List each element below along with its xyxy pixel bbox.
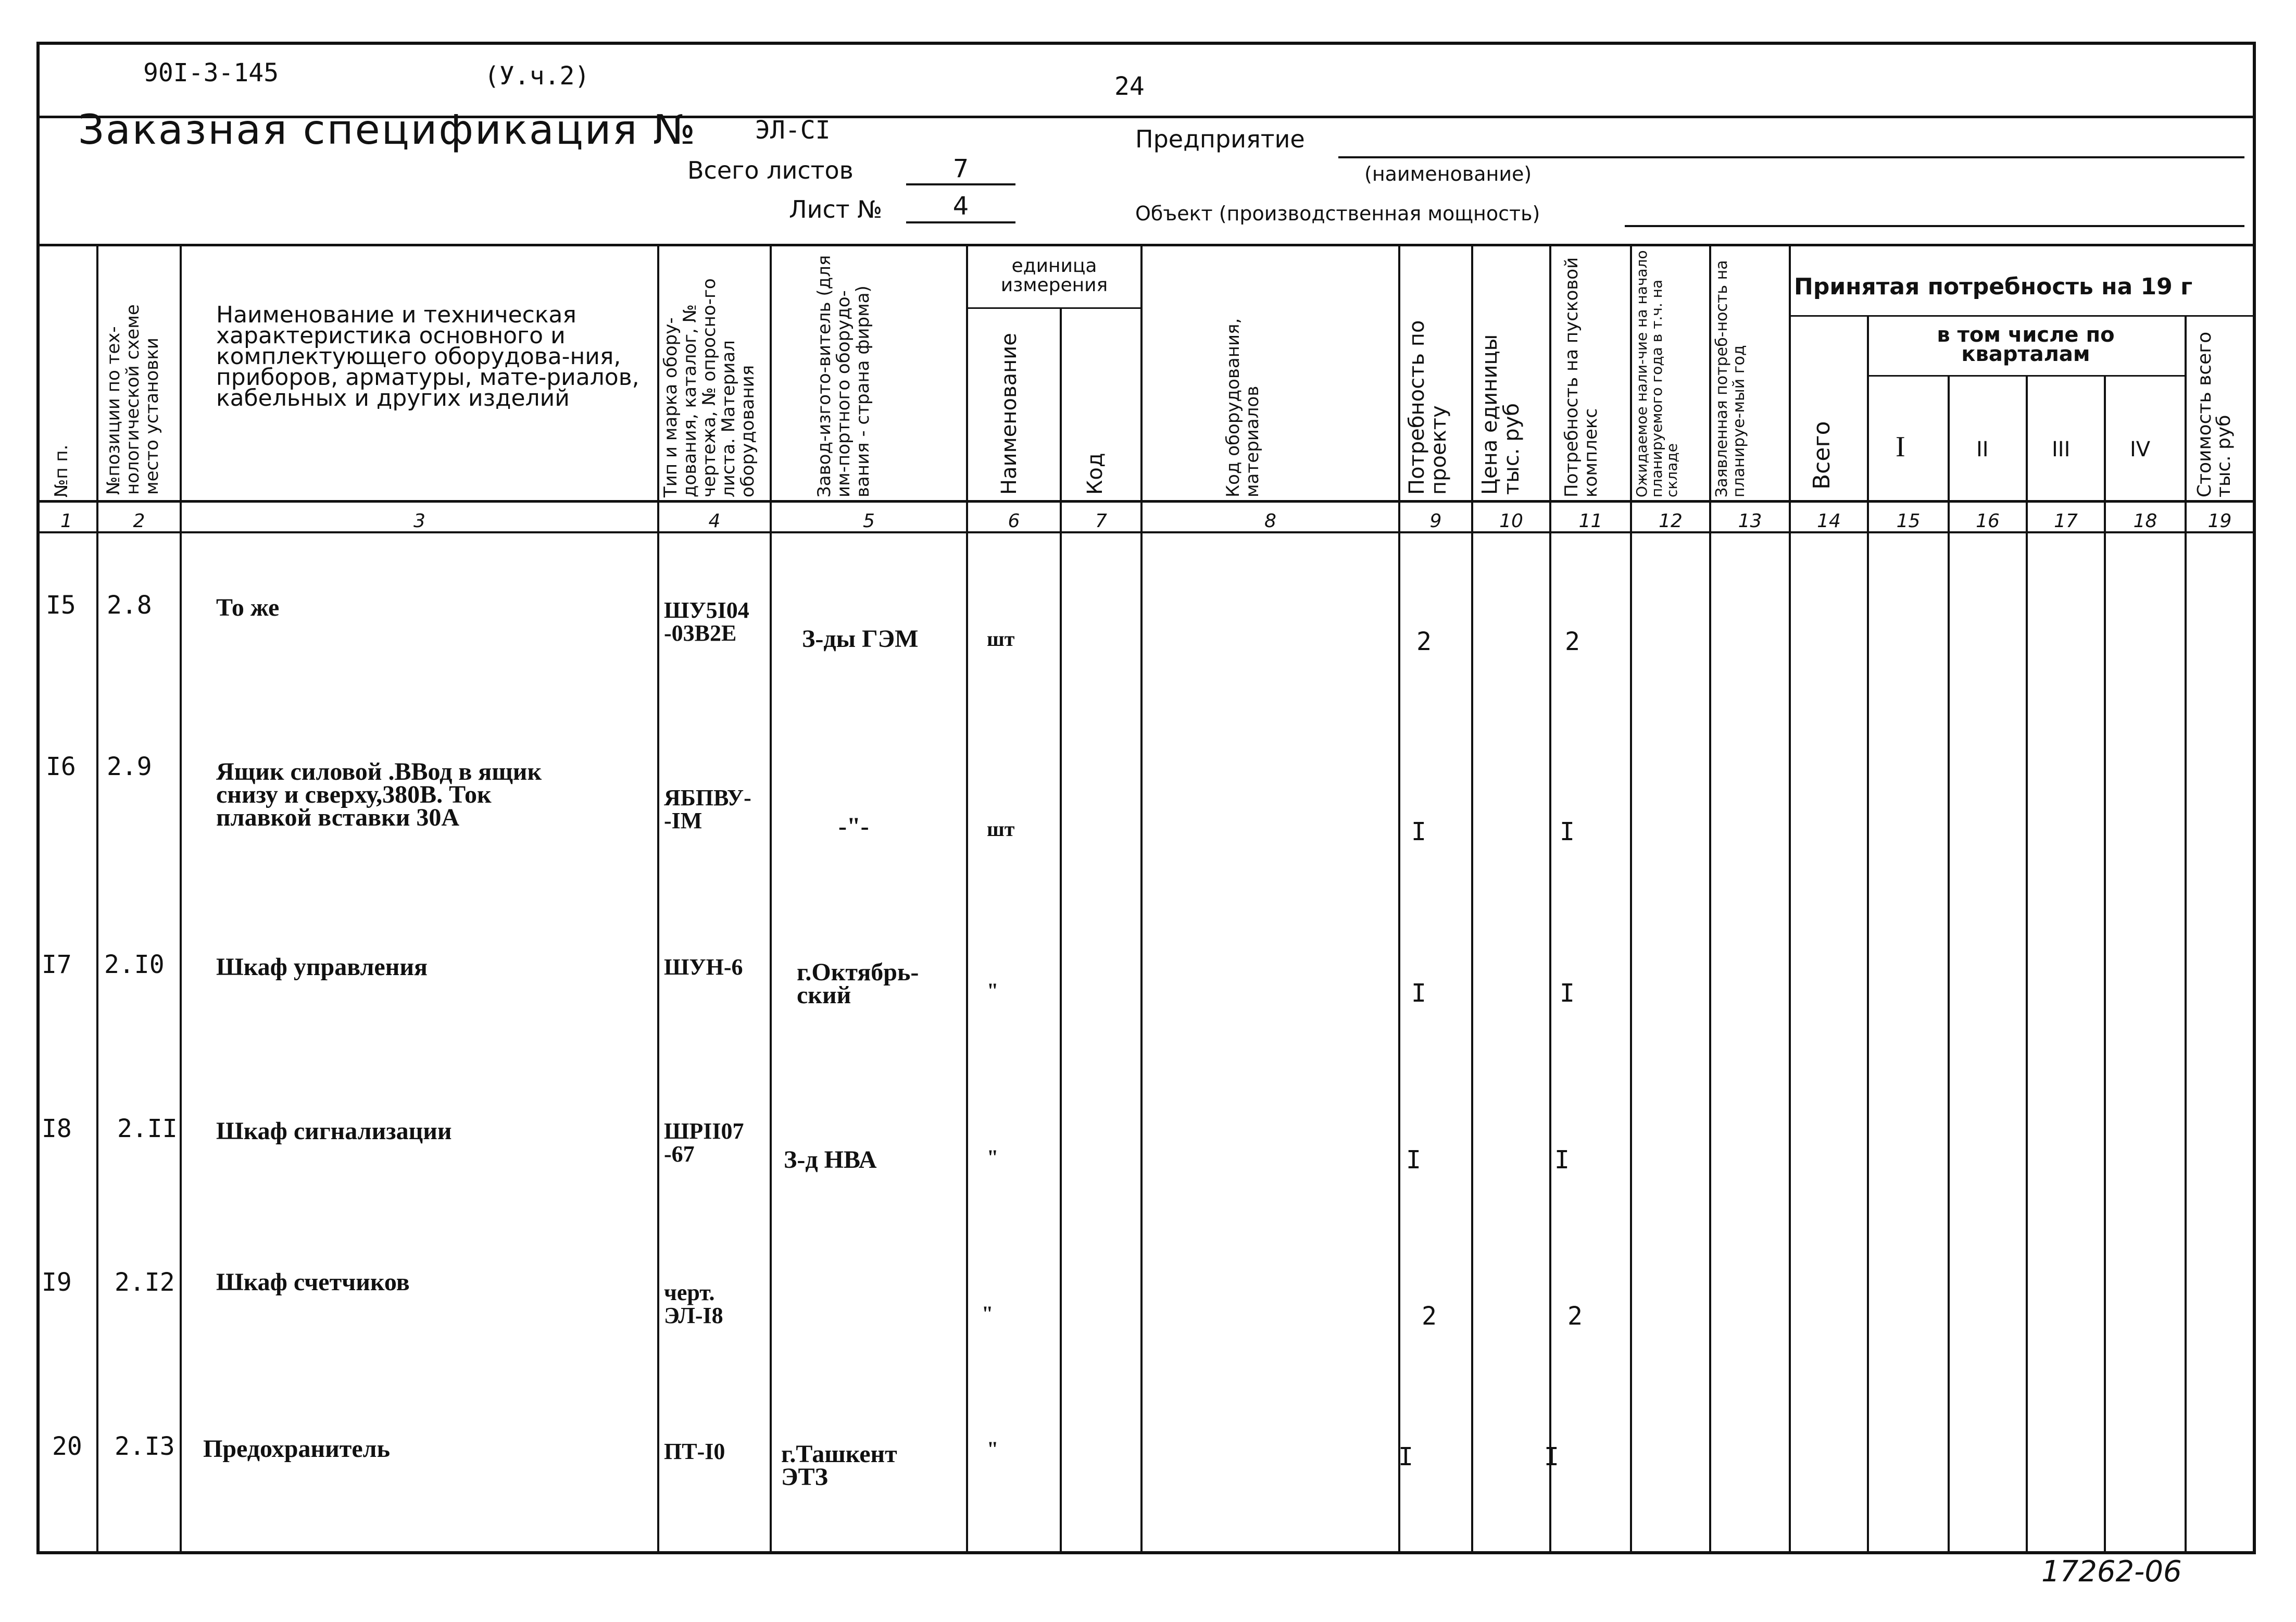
col-number-9: 9 xyxy=(1429,510,1442,532)
col-divider-10 xyxy=(1549,244,1551,1554)
col-number-16: 16 xyxy=(1976,510,2000,532)
item-type: черт. ЭЛ-I8 xyxy=(664,1280,723,1328)
manufacturer: -"- xyxy=(838,813,869,840)
row-number: I9 xyxy=(42,1268,72,1297)
col-8-header: Код оборудования, материалов xyxy=(1223,318,1263,497)
col-4-header: Тип и марка обору-дования, каталог, № чертежа, № опросно-го листа. Материал оборудования xyxy=(660,278,758,497)
col-18-header: IV xyxy=(2130,438,2151,461)
row-number: 20 xyxy=(52,1432,82,1461)
col-number-2: 2 xyxy=(133,510,145,532)
col-number-8: 8 xyxy=(1264,510,1276,532)
col-divider-3 xyxy=(657,244,659,1554)
need-start-complex: 2 xyxy=(1565,627,1580,656)
position: 2.I2 xyxy=(115,1268,175,1297)
unit-group-line xyxy=(966,307,1140,309)
item-type: ШУ5I04 -03В2Е xyxy=(664,597,749,646)
object-label: Объект (производственная мощность) xyxy=(1135,202,1540,225)
col-number-10: 10 xyxy=(1499,510,1523,532)
col-divider-15 xyxy=(1948,375,1950,1554)
unit: " xyxy=(987,1145,999,1169)
unit: " xyxy=(987,1437,999,1461)
need-project: I xyxy=(1398,1442,1413,1471)
item-name: Ящик силовой .ВВод в ящик снизу и сверху,380В. Ток плавкой вставки 30А xyxy=(216,758,542,831)
need-project: I xyxy=(1411,817,1426,846)
item-type: ПТ-I0 xyxy=(664,1439,725,1464)
item-name: Шкаф управления xyxy=(216,953,428,981)
col-16-header: II xyxy=(1976,438,1989,461)
col-14-header: Всего xyxy=(1809,421,1835,490)
col-divider-1 xyxy=(96,244,98,1554)
col-number-7: 7 xyxy=(1095,510,1107,532)
col-number-19: 19 xyxy=(2207,510,2232,532)
title-divider xyxy=(36,244,2256,246)
quarters-group-header: в том числе по кварталам xyxy=(1937,323,2115,366)
col-divider-6 xyxy=(1060,307,1062,1554)
unit: шт xyxy=(987,627,1015,651)
col-11-header: Потребность на пусковой комплекс xyxy=(1561,257,1601,497)
col-3-header: Наименование и техническая характеристика основного и комплектующего оборудова-ния, приборов, арматуры, мате-риалов, кабельных и других изделий xyxy=(216,302,639,411)
archive-stamp: 17262-06 xyxy=(2041,1555,2182,1589)
col-number-3: 3 xyxy=(413,510,425,532)
item-name: То же xyxy=(216,594,280,621)
col-number-13: 13 xyxy=(1738,510,1762,532)
need-project: 2 xyxy=(1422,1302,1437,1331)
col-13-header: Заявленная потреб-ность на планируе-мый год xyxy=(1713,260,1748,497)
enterprise-line xyxy=(1338,156,2244,158)
need-project: I xyxy=(1406,1145,1421,1175)
manufacturer: З-д НВА xyxy=(784,1146,877,1174)
enterprise-label: Предприятие xyxy=(1135,125,1305,153)
total-sheets-value: 7 xyxy=(952,154,969,183)
item-type: ШУН-6 xyxy=(664,954,743,980)
col-number-18: 18 xyxy=(2133,510,2157,532)
total-sheets-line xyxy=(906,183,1015,185)
position: 2.I3 xyxy=(115,1432,175,1461)
col-number-12: 12 xyxy=(1659,510,1683,532)
col-divider-2 xyxy=(180,244,182,1554)
doc-code: 90I-3-145 xyxy=(143,58,279,88)
col-divider-11 xyxy=(1630,244,1632,1554)
item-type: ШРII07 -67 xyxy=(664,1118,744,1167)
col-divider-8 xyxy=(1398,244,1400,1554)
col-2-header: №позиции по тех-нологической схеме место установки xyxy=(103,304,162,495)
col-divider-18 xyxy=(2185,315,2187,1554)
unit-group-header: единица измерения xyxy=(1000,255,1108,296)
need-project: I xyxy=(1411,979,1426,1008)
position: 2.8 xyxy=(107,591,152,620)
col-number-14: 14 xyxy=(1817,510,1841,532)
item-name: Предохранитель xyxy=(203,1435,390,1463)
header-bottom-line xyxy=(36,500,2256,503)
col-1-header: №п п. xyxy=(51,444,72,497)
col-5-header: Завод-изгото-витель (для им-портного оборудо-вания - страна фирма) xyxy=(814,255,873,497)
col-divider-17 xyxy=(2104,375,2106,1554)
col-6-header: Наименование xyxy=(997,333,1021,495)
need-start-complex: I xyxy=(1560,979,1575,1008)
col-number-15: 15 xyxy=(1896,510,1921,532)
manufacturer: г.Октябрь- ский xyxy=(797,958,919,1009)
enterprise-caption: (наименование) xyxy=(1364,163,1532,185)
need-start-complex: I xyxy=(1544,1442,1559,1471)
row-number: I6 xyxy=(46,752,76,781)
col-number-17: 17 xyxy=(2054,510,2078,532)
col-divider-4 xyxy=(770,244,772,1554)
unit: " xyxy=(987,979,999,1002)
col-number-6: 6 xyxy=(1008,510,1020,532)
col-divider-12 xyxy=(1709,244,1711,1554)
manufacturer: З-ды ГЭМ xyxy=(802,625,919,653)
col-number-5: 5 xyxy=(863,510,875,532)
col-divider-13 xyxy=(1789,244,1791,1554)
need-start-complex: I xyxy=(1560,817,1575,846)
page-number: 24 xyxy=(1114,72,1145,101)
position: 2.9 xyxy=(107,752,152,781)
col-19-header: Стоимость всего тыс. руб xyxy=(2194,331,2235,497)
document-title: Заказная спецификация № xyxy=(78,107,697,154)
row-number: I7 xyxy=(42,950,72,979)
specification-number: ЭЛ-СI xyxy=(755,116,831,145)
row-number: I8 xyxy=(42,1114,72,1143)
total-sheets-label: Всего листов xyxy=(687,156,854,184)
col-10-header: Цена единицы тыс. руб xyxy=(1478,334,1524,495)
need-start-complex: I xyxy=(1554,1145,1570,1175)
object-line xyxy=(1625,225,2244,227)
manufacturer: г.Ташкент ЭТЗ xyxy=(781,1440,897,1491)
col-number-4: 4 xyxy=(708,510,721,532)
item-name: Шкаф сигнализации xyxy=(216,1117,452,1145)
row-number: I5 xyxy=(46,591,76,620)
sheet-number-line xyxy=(906,221,1015,223)
item-name: Шкаф счетчиков xyxy=(216,1268,410,1296)
sheet-number-label: Лист № xyxy=(789,195,883,223)
position: 2.I0 xyxy=(104,950,165,979)
col-17-header: III xyxy=(2052,438,2071,461)
doc-part: (У.ч.2) xyxy=(484,61,590,91)
col-12-header: Ожидаемое нали-чие на начало планируемого года в т.ч. на складе xyxy=(1633,250,1680,497)
col-divider-7 xyxy=(1140,244,1143,1554)
item-type: ЯБПВУ- -IМ xyxy=(664,785,751,833)
col-7-header: Код xyxy=(1083,453,1107,495)
sheet-number-value: 4 xyxy=(952,192,969,221)
col-divider-9 xyxy=(1471,244,1473,1554)
col-15-header: I xyxy=(1896,431,1905,463)
col-number-11: 11 xyxy=(1578,510,1603,532)
unit: " xyxy=(982,1302,994,1325)
need-start-complex: 2 xyxy=(1567,1302,1583,1331)
position: 2.II xyxy=(117,1114,178,1143)
need-project: 2 xyxy=(1416,627,1432,656)
col-9-header: Потребность по проекту xyxy=(1405,320,1451,495)
col-number-1: 1 xyxy=(60,510,72,532)
col-divider-14 xyxy=(1867,315,1869,1554)
unit: шт xyxy=(987,817,1015,841)
col-divider-16 xyxy=(2026,375,2028,1554)
accepted-group-header: Принятая потребность на 19 г xyxy=(1794,273,2193,300)
col-divider-5 xyxy=(966,244,968,1554)
